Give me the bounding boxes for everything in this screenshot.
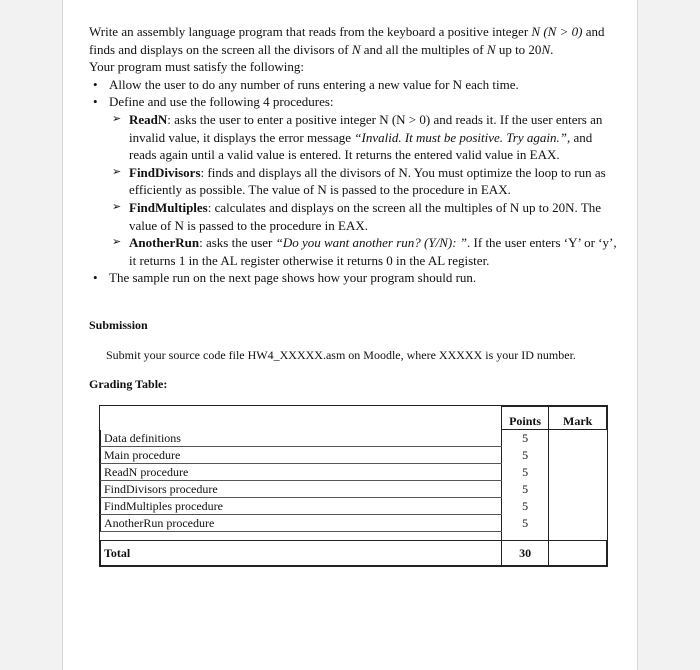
table-row <box>101 463 607 480</box>
intro-text-1: Write an assembly language program that reads from the keyboard a positive integer <box>89 24 532 39</box>
table-row <box>101 514 607 531</box>
assignment-body <box>89 23 617 287</box>
total-mark <box>549 540 607 565</box>
row-item: AnotherRun procedure <box>101 514 502 531</box>
list-item <box>89 76 617 94</box>
intro-text-2: and finds and displays on the screen all the divisors of <box>89 24 605 57</box>
table-total-row <box>101 540 607 565</box>
arrow-bullet-icon: ➢ <box>112 236 122 249</box>
intro-text-4: up to 20 <box>495 41 542 57</box>
procedure-description-tail: , and reads again until a valid value is entered. It returns the entered valid value in EAX. <box>129 129 593 163</box>
procedure-name: AnotherRun <box>129 235 200 251</box>
bullet-icon: • <box>93 270 98 286</box>
total-label: Total <box>101 540 502 565</box>
intro-var-n: N <box>531 24 541 39</box>
header-mark: Mark <box>549 407 607 430</box>
table-row <box>101 446 607 463</box>
requirements-list <box>89 76 617 287</box>
intro-var-n-3: N <box>486 41 496 57</box>
procedure-name: FindDivisors <box>129 164 201 180</box>
row-points: 5 <box>501 514 549 531</box>
header-points: Points <box>501 407 549 430</box>
procedure-item-anotherrun <box>109 234 617 269</box>
table-row <box>101 480 607 497</box>
list-item <box>89 269 617 287</box>
table-row <box>101 497 607 514</box>
procedure-description: : asks the user <box>199 235 276 251</box>
row-mark <box>549 480 607 497</box>
procedure-item-finddivisors <box>109 164 617 199</box>
bullet-text-procedures: Define and use the following 4 procedures: <box>109 94 334 110</box>
table-header-row <box>101 407 607 430</box>
row-points: 5 <box>501 497 549 514</box>
bullet-text-runs: Allow the user to do any number of runs entering a new value for N each time. <box>109 76 519 92</box>
grading-table <box>99 405 608 567</box>
bullet-text-sample-run: The sample run on the next page shows how your program should run. <box>109 270 477 286</box>
row-item: ReadN procedure <box>101 463 502 480</box>
procedure-description: : finds and displays all the divisors of N. You must optimize the loop to run as efficiently as possible. The value of N is passed to the procedure in EAX. <box>129 164 606 198</box>
row-points: 5 <box>501 446 549 463</box>
row-mark <box>549 430 607 447</box>
procedure-description-tail: . If the user enters ‘Y’ or ‘y’, it returns 1 in the AL register otherwise it returns 0 in the AL register. <box>129 235 617 268</box>
intro-condition: (N > 0) <box>543 24 583 39</box>
arrow-bullet-icon: ➢ <box>112 165 122 178</box>
row-item: Data definitions <box>101 430 502 447</box>
submission-text: Submit your source code file HW4_XXXXX.asm on Moodle, where XXXXX is your ID number. <box>106 348 576 362</box>
procedure-item-readn <box>109 111 617 164</box>
table-row <box>101 430 607 447</box>
error-message-quote: “Invalid. It must be positive. Try again.” <box>354 129 567 145</box>
arrow-bullet-icon: ➢ <box>112 200 122 213</box>
bullet-icon: • <box>93 94 98 110</box>
header-blank <box>101 407 502 430</box>
arrow-bullet-icon: ➢ <box>112 112 122 125</box>
table-gap-row <box>101 531 607 540</box>
grading-table-heading: Grading Table: <box>89 377 168 391</box>
total-points: 30 <box>501 540 549 565</box>
list-item <box>89 93 617 269</box>
procedure-description: : calculates and displays on the screen all the multiples of N up to 20N. The value of N is passed to the procedure in EAX. <box>129 199 602 233</box>
procedure-name: ReadN <box>129 111 168 127</box>
procedure-description: : asks the user to enter a positive integer N (N > 0) and reads it. If the user enters an invalid value, it displays the error message <box>129 111 603 145</box>
row-item: FindDivisors procedure <box>101 480 502 497</box>
row-points: 5 <box>501 480 549 497</box>
row-mark <box>549 514 607 531</box>
row-points: 5 <box>501 463 549 480</box>
intro-var-n-4: N <box>541 41 551 57</box>
intro-text-3: and all the multiples of <box>360 41 487 57</box>
bullet-icon: • <box>93 76 98 92</box>
procedure-item-findmultiples <box>109 199 617 234</box>
intro-var-n-2: N <box>351 41 361 57</box>
grading-table-grid <box>100 406 607 566</box>
row-item: Main procedure <box>101 446 502 463</box>
procedure-name: FindMultiples <box>129 199 208 215</box>
row-points: 5 <box>501 430 549 447</box>
intro-text-5: . <box>550 41 554 57</box>
intro-paragraph <box>89 23 617 76</box>
submission-heading: Submission <box>89 318 148 332</box>
row-mark <box>549 497 607 514</box>
procedures-list <box>109 111 617 269</box>
prompt-quote: “Do you want another run? (Y/N): ” <box>275 235 468 251</box>
row-item: FindMultiples procedure <box>101 497 502 514</box>
document-page <box>62 0 638 670</box>
row-mark <box>549 446 607 463</box>
intro-requirements-line: Your program must satisfy the following: <box>89 59 304 75</box>
row-mark <box>549 463 607 480</box>
